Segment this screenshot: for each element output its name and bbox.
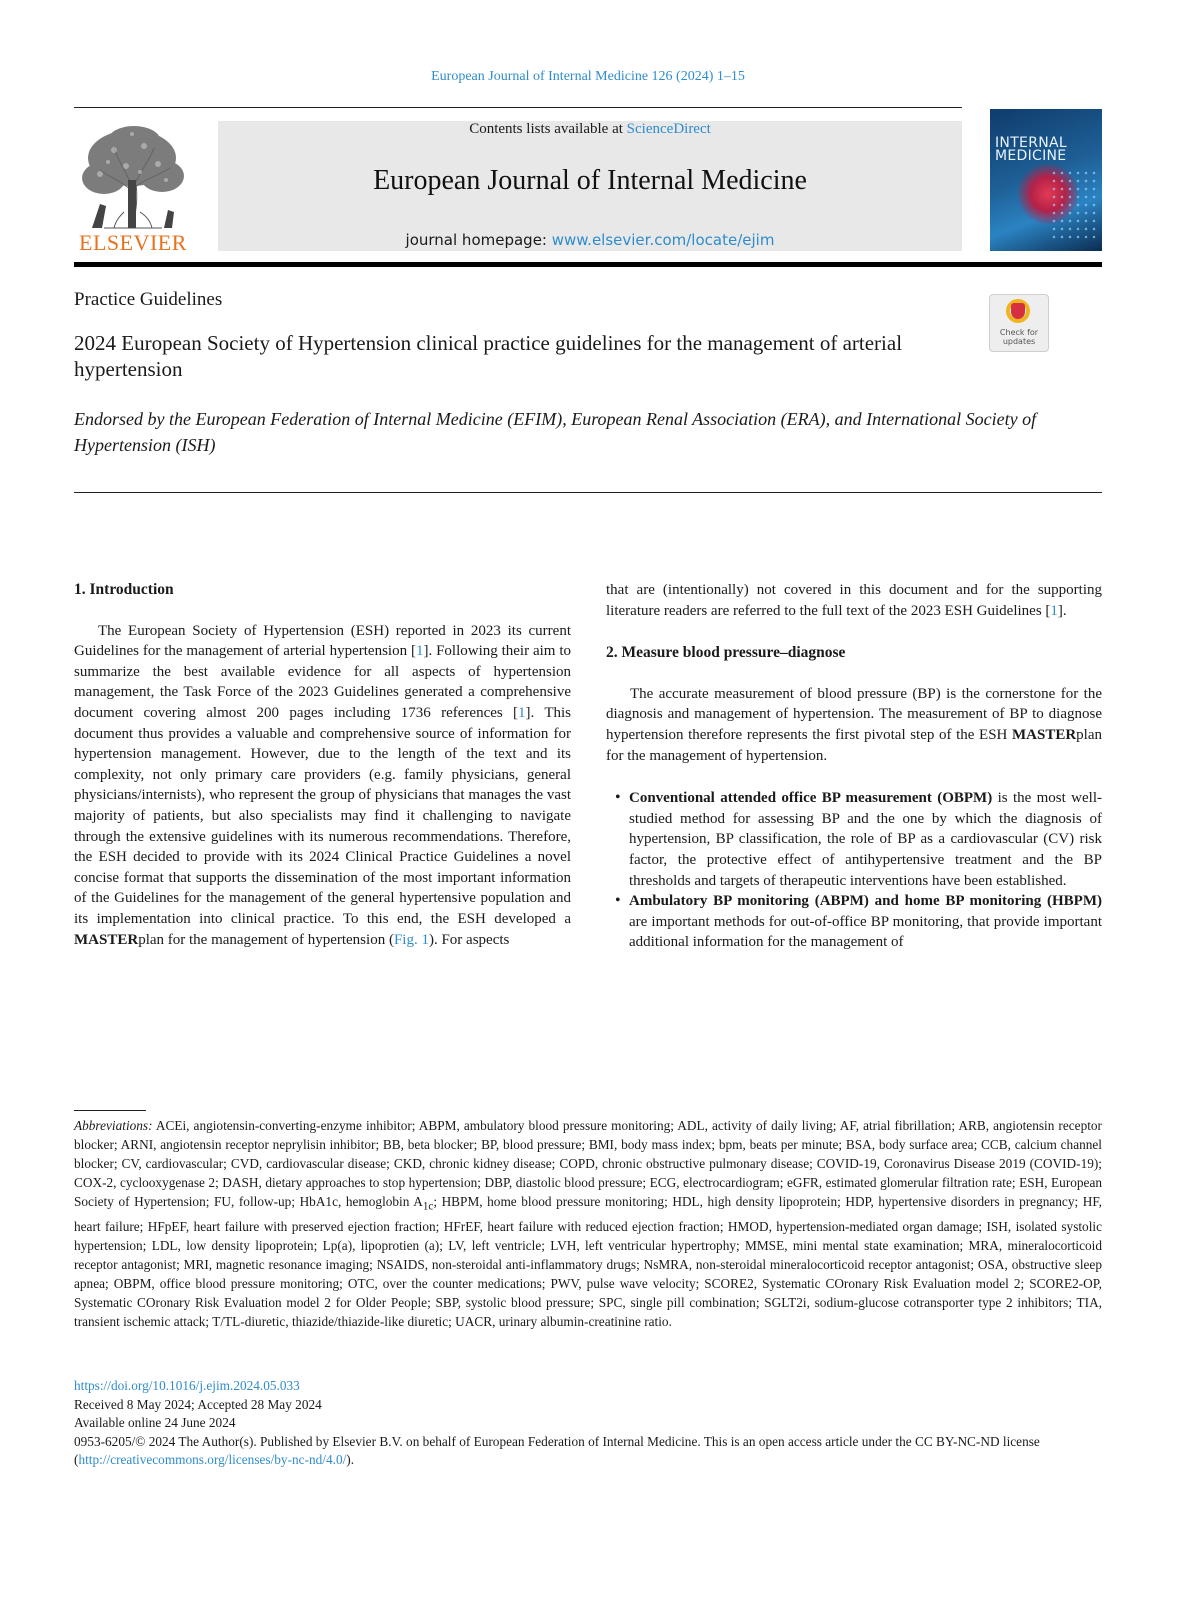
running-head[interactable]: European Journal of Internal Medicine 126 (2024) 1–15 — [431, 69, 745, 84]
journal-title: European Journal of Internal Medicine — [373, 165, 807, 196]
license-text-b: ). — [346, 1452, 355, 1467]
cover-title-line1: INTERNAL — [995, 135, 1067, 151]
received-accepted-dates: Received 8 May 2024; Accepted 28 May 2024 — [74, 1396, 322, 1412]
abbreviations-label: Abbreviations: — [74, 1118, 153, 1133]
abstract-divider — [74, 492, 1102, 493]
abpm-hbpm-text: are important methods for out-of-office BP monitoring, that provide important additional information for the management of — [629, 913, 1102, 951]
abbreviations-subscript: 1c — [422, 1200, 434, 1213]
top-divider — [74, 107, 962, 108]
crossmark-bookmark — [1011, 303, 1025, 319]
measure-text-b: plan for the management of hypertension. — [606, 726, 1102, 764]
crossmark-label-line2: updates — [1002, 337, 1036, 346]
homepage-prefix: journal homepage: — [405, 231, 552, 249]
intro-text-d: plan for the management of hypertension ( — [138, 931, 394, 948]
measurement-methods-list — [606, 788, 1102, 953]
sciencedirect-link[interactable]: ScienceDirect — [626, 121, 711, 137]
cover-title-line2: MEDICINE — [995, 148, 1067, 164]
intro-paragraph — [74, 621, 571, 951]
crossmark-label — [990, 328, 1048, 346]
license-text-a: 0953-6205/© 2024 The Author(s). Published by Elsevier B.V. on behalf of European Federation of Internal Medicine. This is an open access article under the CC BY-NC-ND license ( — [74, 1433, 1040, 1467]
crossmark-label-line1: Check for — [999, 328, 1039, 337]
list-item-abpm-hbpm — [606, 891, 1102, 953]
endorsement-statement: Endorsed by the European Federation of Internal Medicine (EFIM), European Renal Association (ERA), and International Society of Hypertension (ISH) — [74, 409, 1037, 455]
obpm-text: is the most well-studied method for assessing BP and the one by which the diagnosis of hypertension, BP classification, the role of BP as a cardiovascular (CV) risk factor, the protective effect of antihypertensive treatment and the BP thresholds and targets of therapeutic interventions have been established. — [629, 790, 1103, 889]
footnote-divider — [74, 1110, 146, 1111]
intro-cont-text-a: that are (intentionally) not covered in this document and for the supporting literature readers are referred to the full text of the 2023 ESH Guidelines [ — [606, 582, 1102, 619]
doi-link[interactable]: https://doi.org/10.1016/j.ejim.2024.05.033 — [74, 1378, 300, 1393]
section-heading-measure-bp: 2. Measure blood pressure–diagnose — [606, 644, 846, 662]
abbreviations-footnote — [74, 1116, 1102, 1331]
reference-link-1c[interactable]: 1 — [1050, 602, 1058, 619]
publication-info — [74, 1377, 1102, 1470]
intro-text-a: The European Society of Hypertension (ESH) reported in 2023 its current Guidelines for the management of arterial hypertension [ — [74, 622, 571, 660]
article-type-label: Practice Guidelines — [74, 289, 223, 310]
obpm-term: Conventional attended office BP measurement (OBPM) — [629, 790, 993, 807]
available-online-date: Available online 24 June 2024 — [74, 1415, 236, 1430]
measure-paragraph — [606, 684, 1102, 766]
section-heading-introduction: 1. Introduction — [74, 581, 174, 598]
crossmark-check-for-updates-icon[interactable] — [989, 294, 1049, 352]
cover-pattern — [1050, 169, 1096, 241]
license-statement — [74, 1433, 1102, 1470]
list-item-obpm — [606, 788, 1102, 891]
master-bold: MASTER — [74, 931, 139, 948]
abpm-hbpm-term: Ambulatory BP monitoring (ABPM) and home BP monitoring (HBPM) — [629, 893, 1102, 910]
reference-link-1[interactable]: 1 — [415, 643, 424, 660]
abbreviations-text-a: ACEi, angiotensin-converting-enzyme inhibitor; ABPM, ambulatory blood pressure monitoring; ADL, activity of daily living; AF, atrial fibrillation; ARB, angiotensin receptor blocker; ARNI, angiotensin receptor neprylisin inhibitor; BB, beta blocker; BP, blood pressure; BMI, body mass index; bpm, beats per minute; BSA, body surface area; CCB, calcium channel blocker; CV, cardiovascular; CVD, cardiovascular disease; CKD, chronic kidney disease; COPD, chronic obstructive pulmonary disease; COVID-19, Coronavirus Disease 2019 (COVID-19); COX-2, cyclooxygenase 2; DASH, dietary approaches to stop hypertension; DBP, diastolic blood pressure; ECG, electrocardiogram; eGFR, estimated glomerular filtration rate; ESH, European Society of Hypertension; FU, follow-up; HbA1c, hemoglobin A — [74, 1118, 1102, 1209]
contents-prefix: Contents lists available at — [469, 121, 627, 137]
intro-text-c: ]. This document thus provides a valuable and comprehensive source of information for hypertension management. However, due to the length of the text and its complexity, not only primary care providers (e.g. family physicians, general physicians/internists), who represent the group of physicians that manages the vast majority of patients, but also specialists may find it challenging to navigate through the extensive guidelines with its numerous recommendations. Therefore, the ESH decided to provide with its 2024 Clinical Practice Guidelines a novel concise format that supports the dissemination of the most important information of the Guidelines for the management of the general hypertensive population and its implementation into clinical practice. To this end, the ESH developed a — [74, 704, 571, 927]
reference-link-1b[interactable]: 1 — [518, 704, 526, 721]
journal-homepage-line — [218, 231, 962, 249]
measure-text-a: The accurate measurement of blood pressure (BP) is the cornerstone for the diagnosis and management of hypertension. The measurement of BP to diagnose hypertension therefore represents the first pivotal step of the ESH — [606, 685, 1102, 743]
journal-cover-thumbnail[interactable] — [990, 109, 1102, 251]
journal-homepage-link[interactable]: www.elsevier.com/locate/ejim — [551, 231, 775, 249]
right-column — [606, 580, 1102, 953]
header-thick-divider — [74, 262, 1102, 267]
figure-1-link[interactable]: Fig. 1 — [393, 931, 429, 948]
left-column — [74, 580, 571, 950]
intro-text-e: ). For aspects — [428, 931, 510, 948]
journal-banner — [218, 121, 962, 251]
cover-title — [995, 137, 1067, 163]
intro-cont-text-b: ]. — [1057, 602, 1067, 619]
master-bold-2: MASTER — [1011, 726, 1077, 743]
article-title: 2024 European Society of Hypertension clinical practice guidelines for the management of arterial hypertension — [74, 331, 903, 381]
license-link[interactable]: http://creativecommons.org/licenses/by-nc-nd/4.0/ — [78, 1452, 347, 1467]
abbreviations-text-b: ; HBPM, home blood pressure monitoring; HDL, high density lipoprotein; HDP, hypertensive disorders in pregnancy; HF, heart failure; HFpEF, heart failure with preserved ejection fraction; HFrEF, heart failure with reduced ejection fraction; HMOD, hypertension-mediated organ damage; ISH, isolated systolic hypertension; LDL, low density lipoprotein; Lp(a), lipoprotien (a); LV, left ventricle; LVH, left ventricular hypertrophy; MMSE, mini mental state examination; MRA, mineralocorticoid receptor antagonist; MRI, magnetic resonance imaging; NSAIDS, non-steroidal anti-inflammatory drugs; NsMRA, non-steroidal mineralocorticoid receptor antagonist; OSA, obstructive sleep apnea; OBPM, office blood pressure monitoring; OTC, over the counter medications; PWV, pulse wave velocity; SCORE2, Systematic COronary Risk Evaluation model 2; SCORE2-OP, Systematic COronary Risk Evaluation model 2 for Older People; SBP, systolic blood pressure; SPC, single pill combination; SGLT2i, sodium-glucose cotransporter type 2 inhibitors; TIA, transient ischemic attack; T/TL-diuretic, thiazide/thiazide-like diuretic; UACR, urinary albumin-creatinine ratio. — [74, 1194, 1102, 1329]
contents-available-line — [218, 121, 962, 138]
intro-text-b: ]. Following their aim to summarize the best available evidence for all aspects of hypertension management, the Task Force of the 2023 Guidelines generated a comprehensive document covering almost 200 pages including 1736 references [ — [74, 643, 571, 721]
elsevier-wordmark: ELSEVIER — [79, 230, 187, 255]
intro-continuation-paragraph — [606, 580, 1102, 621]
